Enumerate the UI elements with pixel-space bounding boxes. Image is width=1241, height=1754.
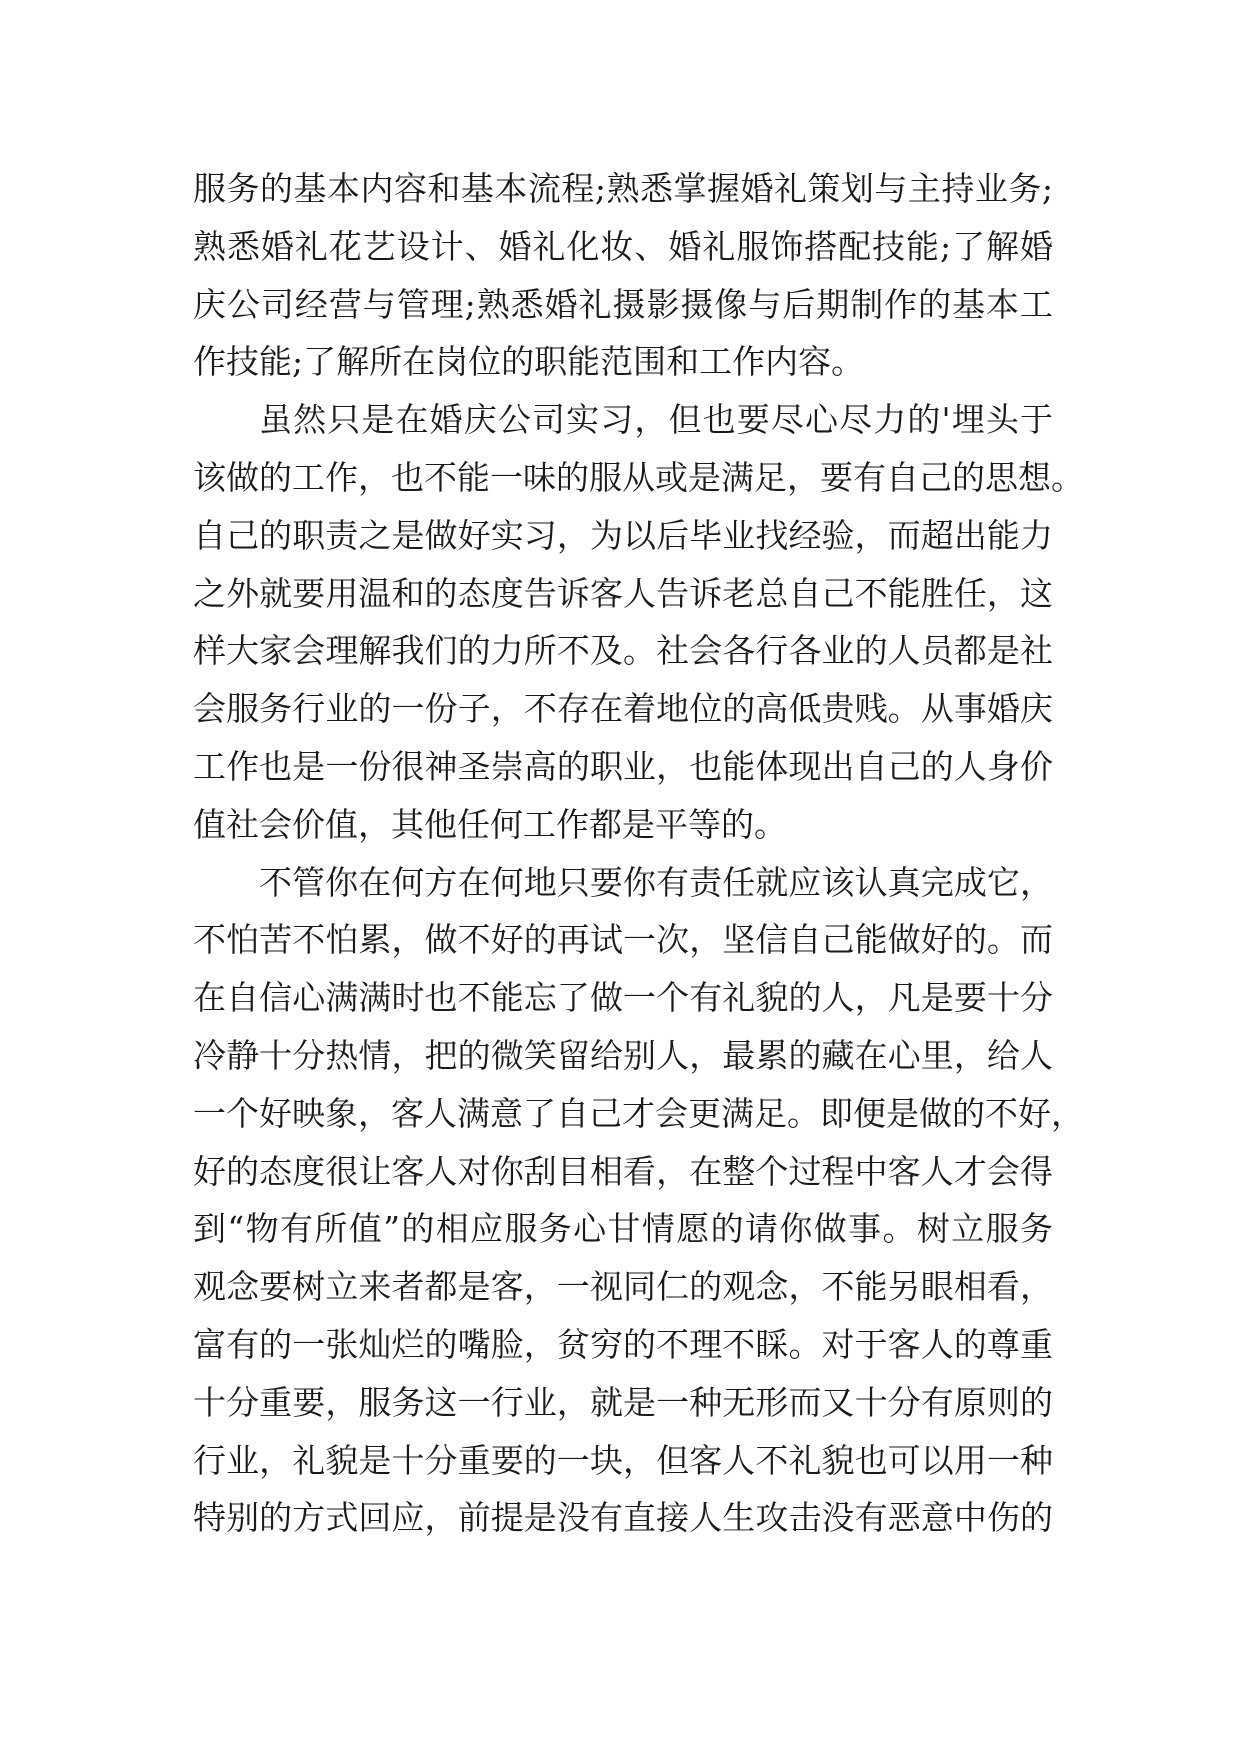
text-line: 值社会价值，其他任何工作都是平等的。 bbox=[193, 804, 787, 844]
text-line: 到“物有所值”的相应服务心甘情愿的请你做事。树立服务 bbox=[193, 1209, 1053, 1249]
text-line: 服务的基本内容和基本流程;熟悉掌握婚礼策划与主持业务; bbox=[193, 169, 1053, 208]
text-line: 十分重要，服务这一行业，就是一种无形而又十分有原则的 bbox=[193, 1382, 1053, 1422]
text-line: 特别的方式回应，前提是没有直接人生攻击没有恶意中伤的 bbox=[193, 1498, 1053, 1538]
text-line: 观念要树立来者都是客，一视同仁的观念，不能另眼相看， bbox=[193, 1267, 1053, 1307]
text-line: 工作也是一份很神圣崇高的职业，也能体现出自己的人身价 bbox=[193, 746, 1053, 786]
text-line: 自己的职责之是做好实习，为以后毕业找经验，而超出能力 bbox=[193, 515, 1053, 555]
text-line: 富有的一张灿烂的嘴脸，贫穷的不理不睬。对于客人的尊重 bbox=[193, 1324, 1053, 1364]
text-line: 庆公司经营与管理;熟悉婚礼摄影摄像与后期制作的基本工 bbox=[193, 284, 1053, 324]
text-line: 作技能;了解所在岗位的职能范围和工作内容。 bbox=[193, 342, 865, 382]
text-line: 一个好映象，客人满意了自己才会更满足。即便是做的不好， bbox=[193, 1093, 1084, 1133]
text-line: 行业，礼貌是十分重要的一块，但客人不礼貌也可以用一种 bbox=[193, 1440, 1053, 1480]
paragraph bbox=[193, 160, 1053, 391]
text-line: 之外就要用温和的态度告诉客人告诉老总自己不能胜任，这 bbox=[193, 573, 1053, 613]
text-line: 熟悉婚礼花艺设计、婚礼化妆、婚礼服饰搭配技能;了解婚 bbox=[193, 226, 1053, 266]
text-line: 好的态度很让客人对你刮目相看，在整个过程中客人才会得 bbox=[193, 1151, 1053, 1191]
document-body bbox=[193, 160, 1084, 1547]
text-line: 不管你在何方在何地只要你有责任就应该认真完成它， bbox=[259, 862, 1053, 902]
text-line: 样大家会理解我们的力所不及。社会各行各业的人员都是社 bbox=[193, 631, 1053, 671]
paragraph bbox=[193, 391, 1084, 853]
text-line: 该做的工作，也不能一味的服从或是满足，要有自己的思想。 bbox=[193, 457, 1084, 497]
text-line: 不怕苦不怕累，做不好的再试一次，坚信自己能做好的。而 bbox=[193, 920, 1053, 960]
text-line: 虽然只是在婚庆公司实习，但也要尽心尽力的'埋头于 bbox=[259, 400, 1053, 440]
text-line: 冷静十分热情，把的微笑留给别人，最累的藏在心里，给人 bbox=[193, 1035, 1053, 1075]
paragraph bbox=[193, 854, 1084, 1548]
text-line: 会服务行业的一份子，不存在着地位的高低贵贱。从事婚庆 bbox=[193, 689, 1053, 729]
text-line: 在自信心满满时也不能忘了做一个有礼貌的人，凡是要十分 bbox=[193, 978, 1053, 1018]
